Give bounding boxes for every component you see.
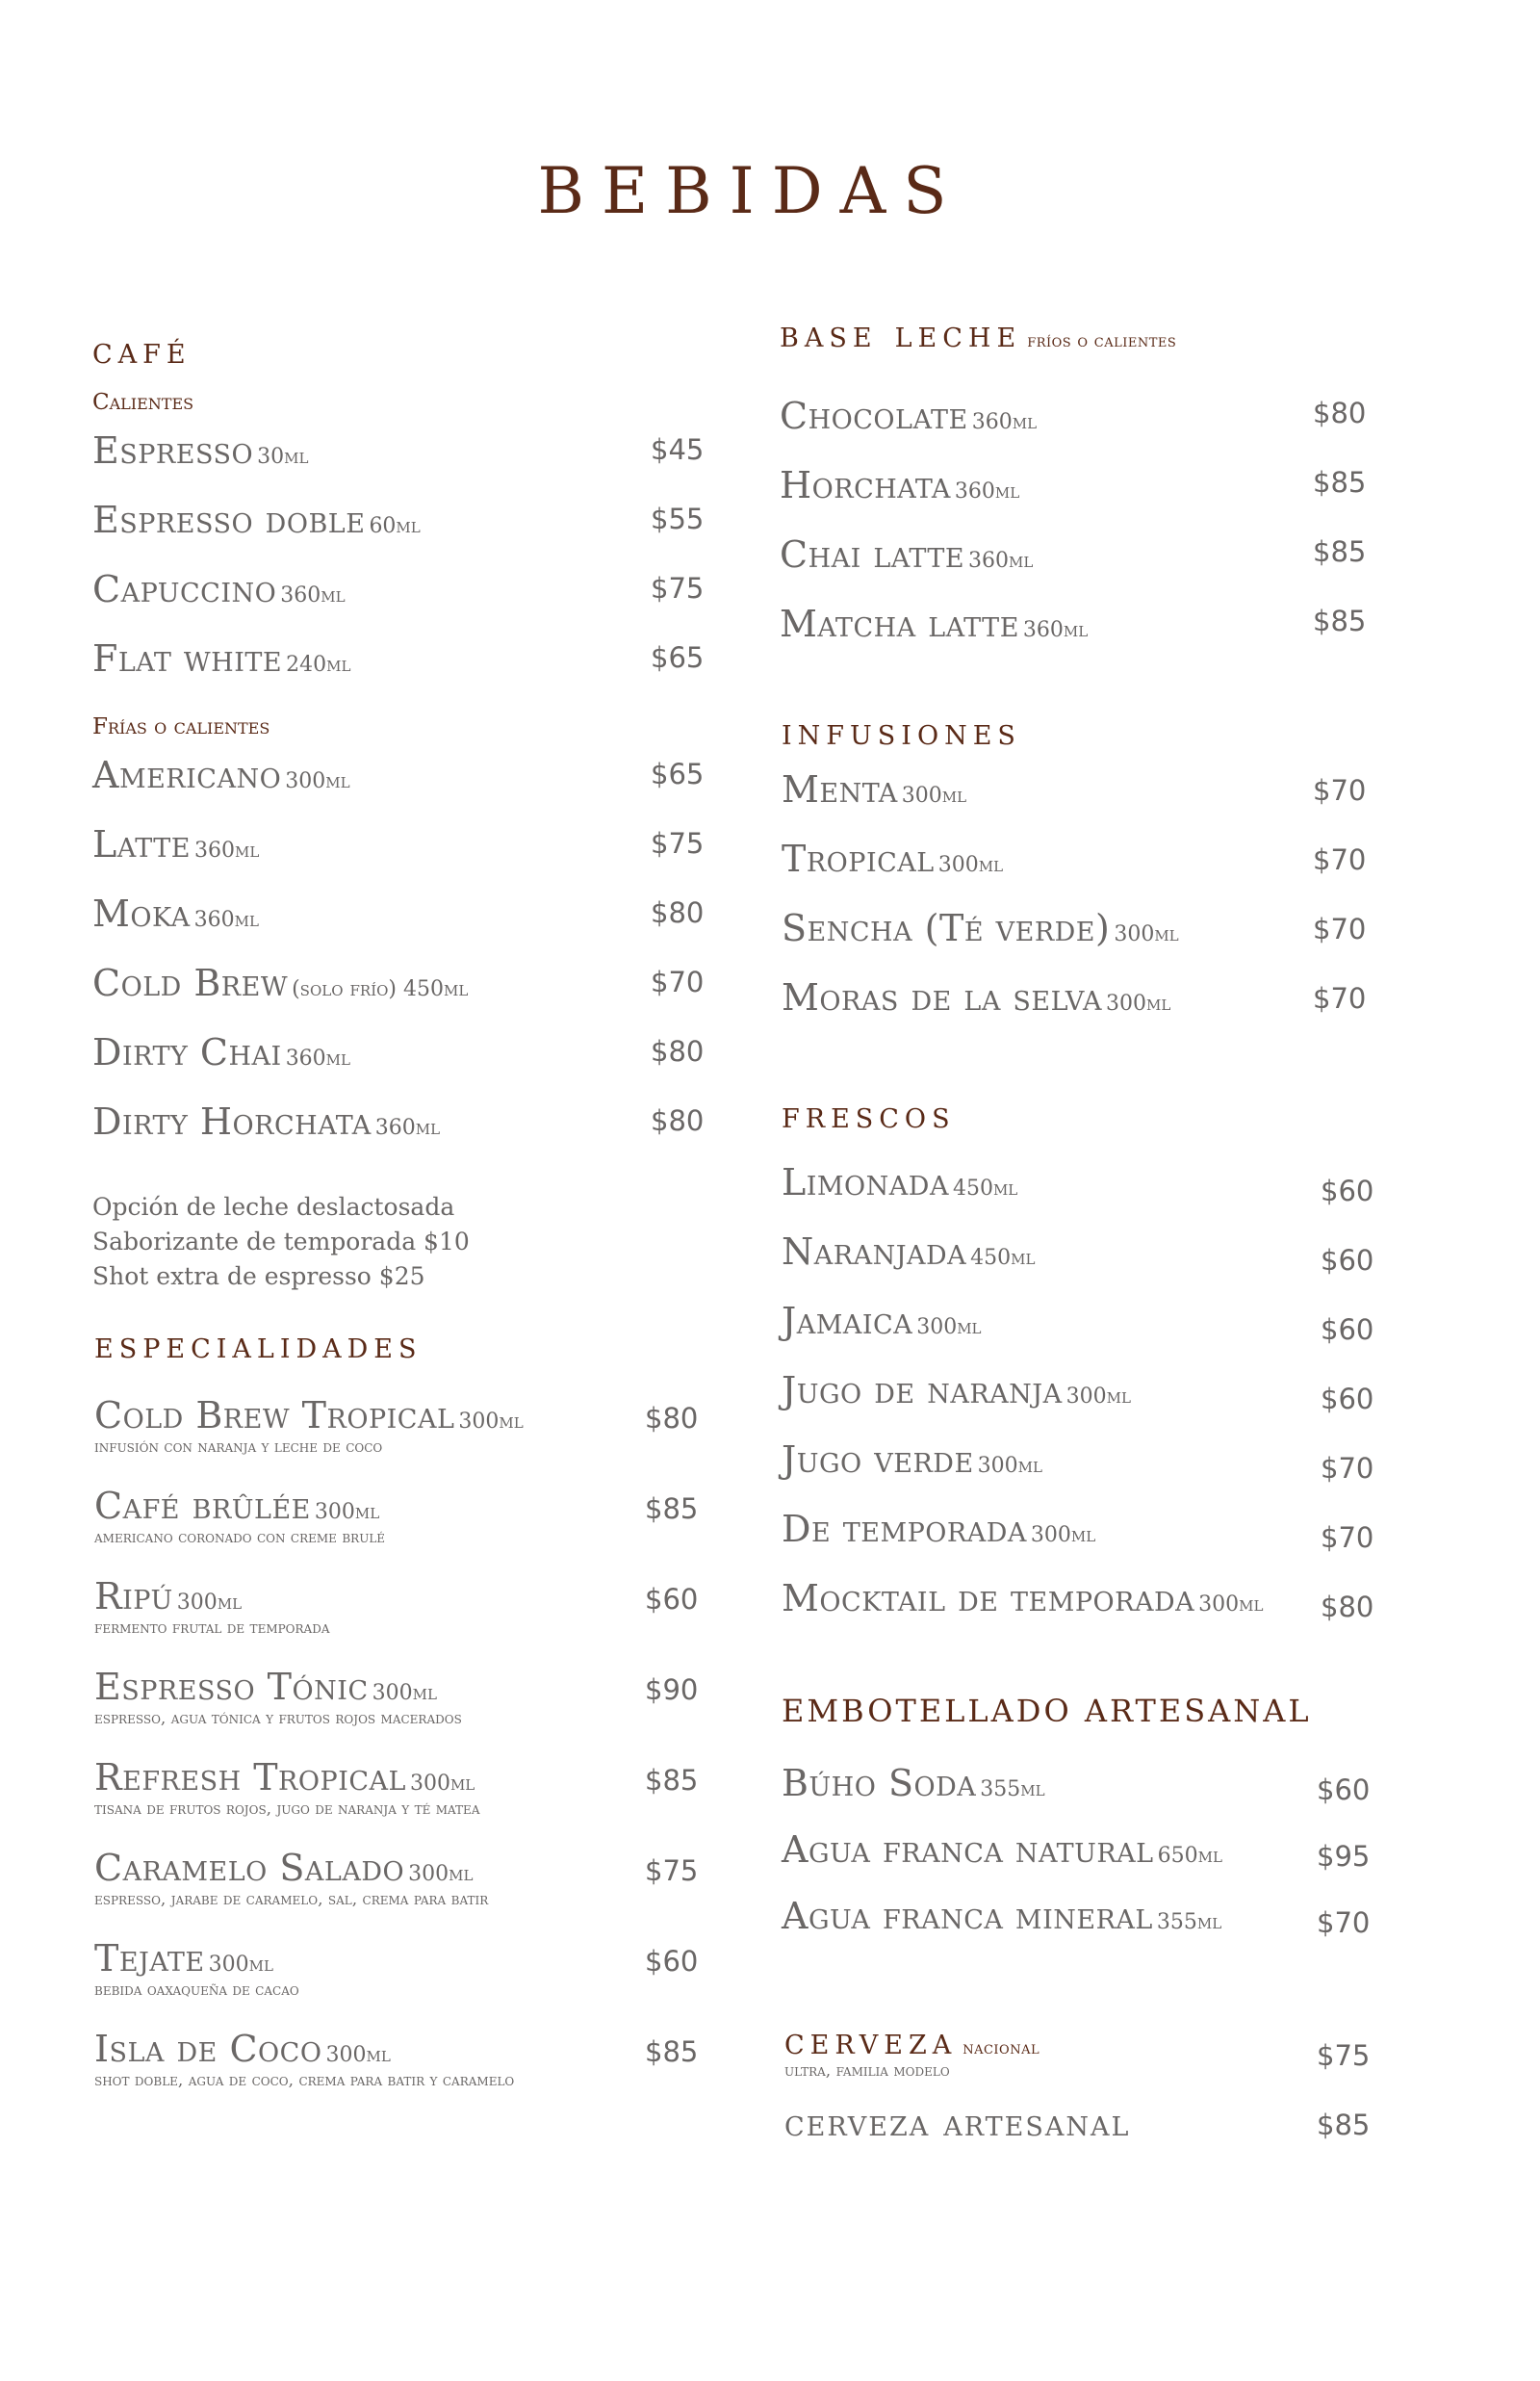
item-price: $60 bbox=[645, 1945, 699, 1978]
item-volume: 300ml bbox=[937, 853, 1004, 877]
item-name: Dirty Chai bbox=[92, 1031, 282, 1074]
note-line: Shot extra de espresso $25 bbox=[92, 1262, 425, 1290]
item-volume: 300ml bbox=[916, 1315, 982, 1339]
menu-item bbox=[94, 1847, 489, 1909]
menu-item bbox=[92, 568, 346, 610]
item-name: Americano bbox=[92, 754, 282, 796]
item-volume: 300ml bbox=[372, 1681, 437, 1705]
item-price: $80 bbox=[651, 1104, 705, 1137]
item-volume: 360ml bbox=[193, 908, 259, 932]
item-name: Naranjada bbox=[782, 1230, 967, 1273]
menu-item bbox=[92, 823, 259, 866]
item-name: Búho Soda bbox=[782, 1762, 977, 1804]
item-name: Dirty Horchata bbox=[92, 1100, 372, 1143]
item-price: $80 bbox=[1313, 397, 1367, 429]
section-especialidades: especialidades bbox=[94, 1324, 423, 1366]
item-volume: 355ml bbox=[980, 1777, 1045, 1801]
menu-item bbox=[92, 754, 350, 796]
menu-item bbox=[782, 1508, 1095, 1550]
item-price: $70 bbox=[651, 966, 705, 998]
section-cafe: café bbox=[92, 329, 192, 372]
item-name: Horchata bbox=[780, 464, 951, 506]
item-name: Espresso doble bbox=[92, 499, 366, 541]
item-name: Latte bbox=[92, 823, 191, 866]
item-name: Agua franca mineral bbox=[782, 1895, 1153, 1937]
item-description: fermento frutal de temporada bbox=[94, 1618, 330, 1638]
section-base-leche bbox=[780, 313, 1176, 355]
item-volume: 60ml bbox=[369, 514, 421, 538]
section-cerveza bbox=[784, 2020, 1040, 2062]
base-leche-aside: fríos o calientes bbox=[1027, 331, 1177, 351]
item-price: $95 bbox=[1317, 1840, 1371, 1873]
menu-item bbox=[92, 893, 259, 935]
item-description: americano coronado con creme brulé bbox=[94, 1528, 386, 1547]
menu-item bbox=[780, 395, 1037, 437]
cerveza-aside: nacional bbox=[962, 2038, 1040, 2058]
item-price: $60 bbox=[1321, 1313, 1374, 1346]
item-volume: 360ml bbox=[954, 479, 1020, 504]
item-volume: 300ml bbox=[901, 784, 967, 808]
item-name: Flat white bbox=[92, 637, 283, 680]
item-price: $60 bbox=[1321, 1244, 1374, 1277]
item-volume: 360ml bbox=[971, 410, 1038, 434]
item-name: Caramelo Salado bbox=[94, 1847, 405, 1889]
item-price: $70 bbox=[1313, 913, 1367, 945]
item-price: $85 bbox=[645, 1492, 699, 1525]
menu-item bbox=[92, 499, 421, 541]
item-name: Tejate bbox=[94, 1937, 205, 1980]
item-price: $55 bbox=[651, 503, 705, 535]
item-price: $75 bbox=[651, 827, 705, 860]
cerveza-heading: cerveza bbox=[784, 2020, 958, 2062]
menu-item bbox=[780, 603, 1088, 645]
notes-block bbox=[92, 1190, 470, 1294]
item-volume: 360ml bbox=[285, 1047, 350, 1071]
page-title: BEBIDAS bbox=[537, 154, 964, 228]
menu-item bbox=[782, 768, 966, 811]
item-volume: 30ml bbox=[257, 445, 309, 469]
item-price: $60 bbox=[1317, 1773, 1371, 1806]
menu-item bbox=[94, 1756, 480, 1819]
item-name: Jugo verde bbox=[782, 1438, 974, 1481]
menu-item bbox=[94, 2028, 515, 2090]
menu-item bbox=[94, 1485, 386, 1547]
item-volume: 360ml bbox=[1022, 618, 1089, 642]
item-name: Sencha (Té verde) bbox=[782, 907, 1111, 949]
item-price: $75 bbox=[651, 572, 705, 605]
item-volume: 300ml bbox=[208, 1953, 273, 1977]
item-volume: 300ml bbox=[977, 1454, 1042, 1478]
menu-item bbox=[782, 1230, 1035, 1273]
item-name: Moka bbox=[92, 893, 191, 935]
menu-item bbox=[782, 1161, 1017, 1203]
item-name: Moras de la selva bbox=[782, 976, 1102, 1019]
item-name: Matcha latte bbox=[780, 603, 1019, 645]
item-price: $65 bbox=[651, 758, 705, 790]
item-name: Cold Brew bbox=[92, 962, 289, 1004]
menu-item bbox=[782, 1300, 982, 1342]
menu-item bbox=[92, 1031, 350, 1074]
item-volume: 450ml bbox=[970, 1246, 1036, 1270]
item-price: $60 bbox=[1321, 1383, 1374, 1415]
item-volume: 300ml bbox=[176, 1591, 243, 1615]
subsection-calientes: Calientes bbox=[92, 390, 194, 415]
item-volume: 300ml bbox=[285, 769, 350, 793]
item-name: Espresso bbox=[92, 429, 254, 472]
item-price: $75 bbox=[645, 1854, 699, 1887]
item-description: espresso, jarabe de caramelo, sal, crema para batir bbox=[94, 1890, 489, 1909]
menu-item bbox=[92, 637, 350, 680]
note-line: Opción de leche deslactosada bbox=[92, 1193, 455, 1221]
menu-item bbox=[94, 1937, 299, 2000]
item-volume: 450ml bbox=[952, 1177, 1018, 1201]
item-description: espresso, agua tónica y frutos rojos macerados bbox=[94, 1709, 462, 1728]
section-embotellado: EMBOTELLADO ARTESANAL bbox=[782, 1693, 1312, 1729]
subsection-frias: Frías o calientes bbox=[92, 714, 270, 739]
item-price: $80 bbox=[651, 896, 705, 929]
item-volume: 300ml bbox=[325, 2043, 391, 2067]
cerveza-artesanal-price: $85 bbox=[1317, 2109, 1371, 2141]
note-line: Saborizante de temporada $10 bbox=[92, 1228, 470, 1255]
item-name: Menta bbox=[782, 768, 898, 811]
item-price: $80 bbox=[651, 1035, 705, 1068]
cerveza-artesanal: cerveza artesanal bbox=[784, 2102, 1131, 2144]
item-volume: 650ml bbox=[1157, 1844, 1222, 1868]
item-price: $70 bbox=[1313, 774, 1367, 807]
item-price: $70 bbox=[1313, 843, 1367, 876]
item-volume: 240ml bbox=[286, 653, 351, 677]
menu-item bbox=[92, 429, 308, 472]
item-name: Agua franca natural bbox=[782, 1828, 1154, 1871]
item-price: $85 bbox=[1313, 535, 1367, 568]
item-name: Capuccino bbox=[92, 568, 277, 610]
menu-item bbox=[782, 907, 1179, 949]
item-volume: 360ml bbox=[374, 1116, 441, 1140]
item-price: $85 bbox=[645, 1764, 699, 1797]
item-volume: 300ml bbox=[1106, 992, 1171, 1016]
item-description: shot doble, agua de coco, crema para batir y caramelo bbox=[94, 2071, 515, 2090]
item-name: Refresh Tropical bbox=[94, 1756, 406, 1799]
menu-item bbox=[782, 1895, 1221, 1937]
item-name: Chai latte bbox=[780, 533, 965, 576]
menu-item bbox=[782, 1762, 1045, 1804]
item-price: $70 bbox=[1321, 1452, 1374, 1485]
menu-item bbox=[780, 464, 1019, 506]
item-price: $45 bbox=[651, 433, 705, 466]
item-name: Cold Brew Tropical bbox=[94, 1394, 455, 1436]
menu-item bbox=[782, 838, 1003, 880]
item-volume: 360ml bbox=[280, 583, 346, 608]
item-price: $60 bbox=[645, 1583, 699, 1616]
item-price: $90 bbox=[645, 1673, 699, 1706]
item-volume: 300ml bbox=[1065, 1385, 1131, 1409]
item-price: $80 bbox=[645, 1402, 699, 1435]
item-price: $85 bbox=[645, 2035, 699, 2068]
item-price: $85 bbox=[1313, 466, 1367, 499]
menu-item bbox=[92, 962, 468, 1004]
item-description: bebida oaxaqueña de cacao bbox=[94, 1980, 299, 2000]
item-price: $85 bbox=[1313, 605, 1367, 637]
menu-item bbox=[782, 1828, 1222, 1871]
item-name: Jugo de naranja bbox=[782, 1369, 1063, 1411]
item-name: Jamaica bbox=[782, 1300, 913, 1342]
cerveza-price: $75 bbox=[1317, 2039, 1371, 2072]
item-name: Café brûlée bbox=[94, 1485, 311, 1527]
item-volume: 300ml bbox=[458, 1410, 524, 1434]
item-volume: 300ml bbox=[409, 1772, 475, 1796]
item-description: tisana de frutos rojos, jugo de naranja y té matea bbox=[94, 1799, 480, 1819]
item-volume: (solo frío) 450ml bbox=[292, 977, 469, 1001]
item-price: $65 bbox=[651, 641, 705, 674]
menu-item bbox=[92, 1100, 440, 1143]
section-infusiones: infusiones bbox=[782, 711, 1021, 753]
item-volume: 300ml bbox=[408, 1862, 474, 1886]
item-price: $70 bbox=[1317, 1906, 1371, 1939]
menu-item bbox=[94, 1575, 330, 1638]
item-volume: 300ml bbox=[1030, 1523, 1096, 1547]
item-name: Isla de Coco bbox=[94, 2028, 322, 2070]
item-price: $70 bbox=[1313, 982, 1367, 1015]
item-volume: 300ml bbox=[1114, 922, 1179, 946]
item-price: $80 bbox=[1321, 1591, 1374, 1623]
item-name: De temporada bbox=[782, 1508, 1027, 1550]
item-name: Tropical bbox=[782, 838, 935, 880]
menu-item bbox=[782, 1438, 1042, 1481]
menu-item bbox=[782, 1369, 1131, 1411]
item-name: Mocktail de temporada bbox=[782, 1577, 1195, 1619]
item-price: $70 bbox=[1321, 1521, 1374, 1554]
base-leche-heading: base leche bbox=[780, 313, 1022, 355]
item-volume: 360ml bbox=[968, 549, 1034, 573]
item-description: infusión con naranja y leche de coco bbox=[94, 1437, 383, 1457]
menu-item bbox=[780, 533, 1033, 576]
section-frescos: frescos bbox=[782, 1094, 956, 1136]
item-name: Ripú bbox=[94, 1575, 173, 1618]
menu-item bbox=[94, 1666, 462, 1728]
item-volume: 355ml bbox=[1156, 1910, 1222, 1934]
menu-item bbox=[782, 1577, 1263, 1619]
item-volume: 300ml bbox=[314, 1500, 380, 1524]
menu-item bbox=[782, 976, 1170, 1019]
item-name: Limonada bbox=[782, 1161, 949, 1203]
item-price: $60 bbox=[1321, 1175, 1374, 1207]
item-name: Chocolate bbox=[780, 395, 968, 437]
item-name: Espresso Tónic bbox=[94, 1666, 369, 1708]
item-volume: 360ml bbox=[193, 839, 260, 863]
item-volume: 300ml bbox=[1198, 1592, 1264, 1617]
menu-item bbox=[94, 1394, 524, 1457]
cerveza-desc: ultra, familia modelo bbox=[784, 2061, 950, 2081]
